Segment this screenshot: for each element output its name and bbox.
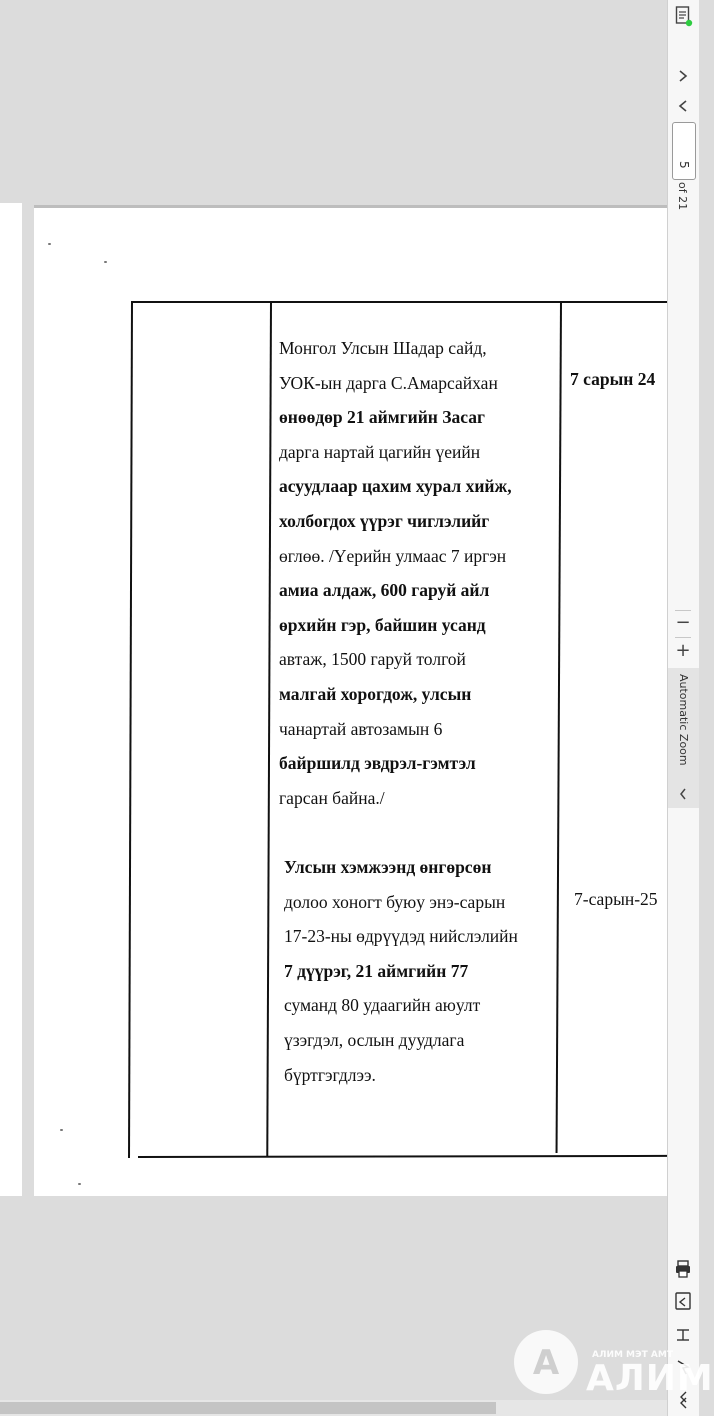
page-total-label: of 21: [676, 182, 689, 211]
zoom-out-button[interactable]: [672, 612, 694, 636]
chevron-left-icon: [673, 94, 693, 118]
zoom-select[interactable]: [668, 668, 699, 808]
text-line: автаж, 1500 гаруй толгой: [279, 649, 466, 670]
pdf-page: [34, 205, 667, 1196]
event-date-1: 7 сарын 24: [570, 369, 656, 389]
print-icon: [673, 1258, 693, 1280]
table-column-divider: [556, 301, 562, 1153]
scan-speck: [78, 1183, 81, 1185]
table-bottom-border: [138, 1155, 667, 1158]
sidebar-toggle-icon: [675, 4, 693, 26]
toolbar-separator: [675, 610, 691, 611]
text-line: Монгол Улсын Шадар сайд,: [279, 338, 487, 358]
table-column-divider: [266, 301, 272, 1157]
chevron-down-icon: [673, 784, 693, 804]
text-line: үзэгдэл, ослын дуудлага: [284, 1029, 465, 1050]
print-button[interactable]: [672, 1258, 694, 1282]
text-line: холбогдох үүрэг чиглэлийг: [279, 510, 490, 531]
text-line: өрхийн гэр, байшин усанд: [279, 614, 486, 635]
page-number-value: 5: [677, 161, 691, 169]
chevron-right-icon: [673, 64, 693, 88]
text-line: дарга нартай цагийн үеийн: [279, 441, 481, 462]
watermark-tagline: АЛИМ МЭТ АМТ: [592, 1350, 673, 1360]
download-button[interactable]: [672, 1290, 694, 1314]
event-description-2: [284, 850, 518, 1092]
text-line: УОК-ын дарга С.Амарсайхан: [279, 372, 498, 393]
text-line: байршилд эвдрэл-гэмтэл: [279, 753, 476, 774]
watermark-logo-letter: А: [532, 1343, 560, 1383]
text-line: асуудлаар цахим хурал хийж,: [279, 476, 512, 497]
text-line: Улсын хэмжээнд өнгөрсөн: [284, 857, 492, 877]
text-select-tool-button[interactable]: [672, 1324, 694, 1348]
watermark-logo: [514, 1330, 578, 1394]
event-description-1: [279, 331, 512, 815]
zoom-in-button[interactable]: [672, 639, 694, 663]
text-line: өнөөдөр 21 аймгийн Засаг: [279, 407, 485, 428]
text-line: 17-23-ны өдрүүдэд нийслэлийн: [284, 926, 518, 947]
scan-speck: [60, 1129, 63, 1131]
text-line: суманд 80 удаагийн аюулт: [284, 995, 481, 1016]
previous-page-button[interactable]: [672, 94, 694, 118]
sidebar-toggle-button[interactable]: [674, 4, 694, 28]
plus-icon: +: [675, 640, 691, 661]
text-line: амиа алдаж, 600 гаруй айл: [279, 580, 490, 601]
page-number-input[interactable]: [672, 122, 696, 180]
page-top-shadow: [34, 205, 667, 208]
horizontal-scrollbar-thumb[interactable]: [0, 1402, 496, 1414]
text-line: 7 дүүрэг, 21 аймгийн 77: [284, 960, 469, 981]
text-line: чанартай автозамын 6: [279, 718, 443, 739]
zoom-select-label: Automatic Zoom: [677, 674, 690, 766]
event-date-2: 7-сарын-25: [574, 889, 658, 909]
table-left-border: [128, 301, 133, 1158]
next-page-button[interactable]: [672, 64, 694, 88]
scan-speck: [104, 261, 107, 263]
toolbar-separator: [675, 637, 691, 638]
text-line: малгай хорогдож, улсын: [279, 683, 472, 704]
scan-speck: [48, 243, 51, 245]
text-line: гарсан байна./: [279, 787, 385, 808]
minus-icon: −: [675, 612, 691, 633]
download-icon: [673, 1290, 693, 1312]
text-line: долоо хоногт буюу энэ-сарын: [284, 891, 506, 912]
table-top-border: [131, 301, 667, 303]
watermark-name: АЛИМ: [586, 1358, 714, 1399]
text-cursor-icon: [673, 1324, 693, 1346]
text-line: өглөө. /Үерийн улмаас 7 иргэн: [279, 545, 507, 566]
text-line: бүртгэгдлээ.: [284, 1064, 376, 1085]
previous-page-edge: [0, 203, 22, 1196]
